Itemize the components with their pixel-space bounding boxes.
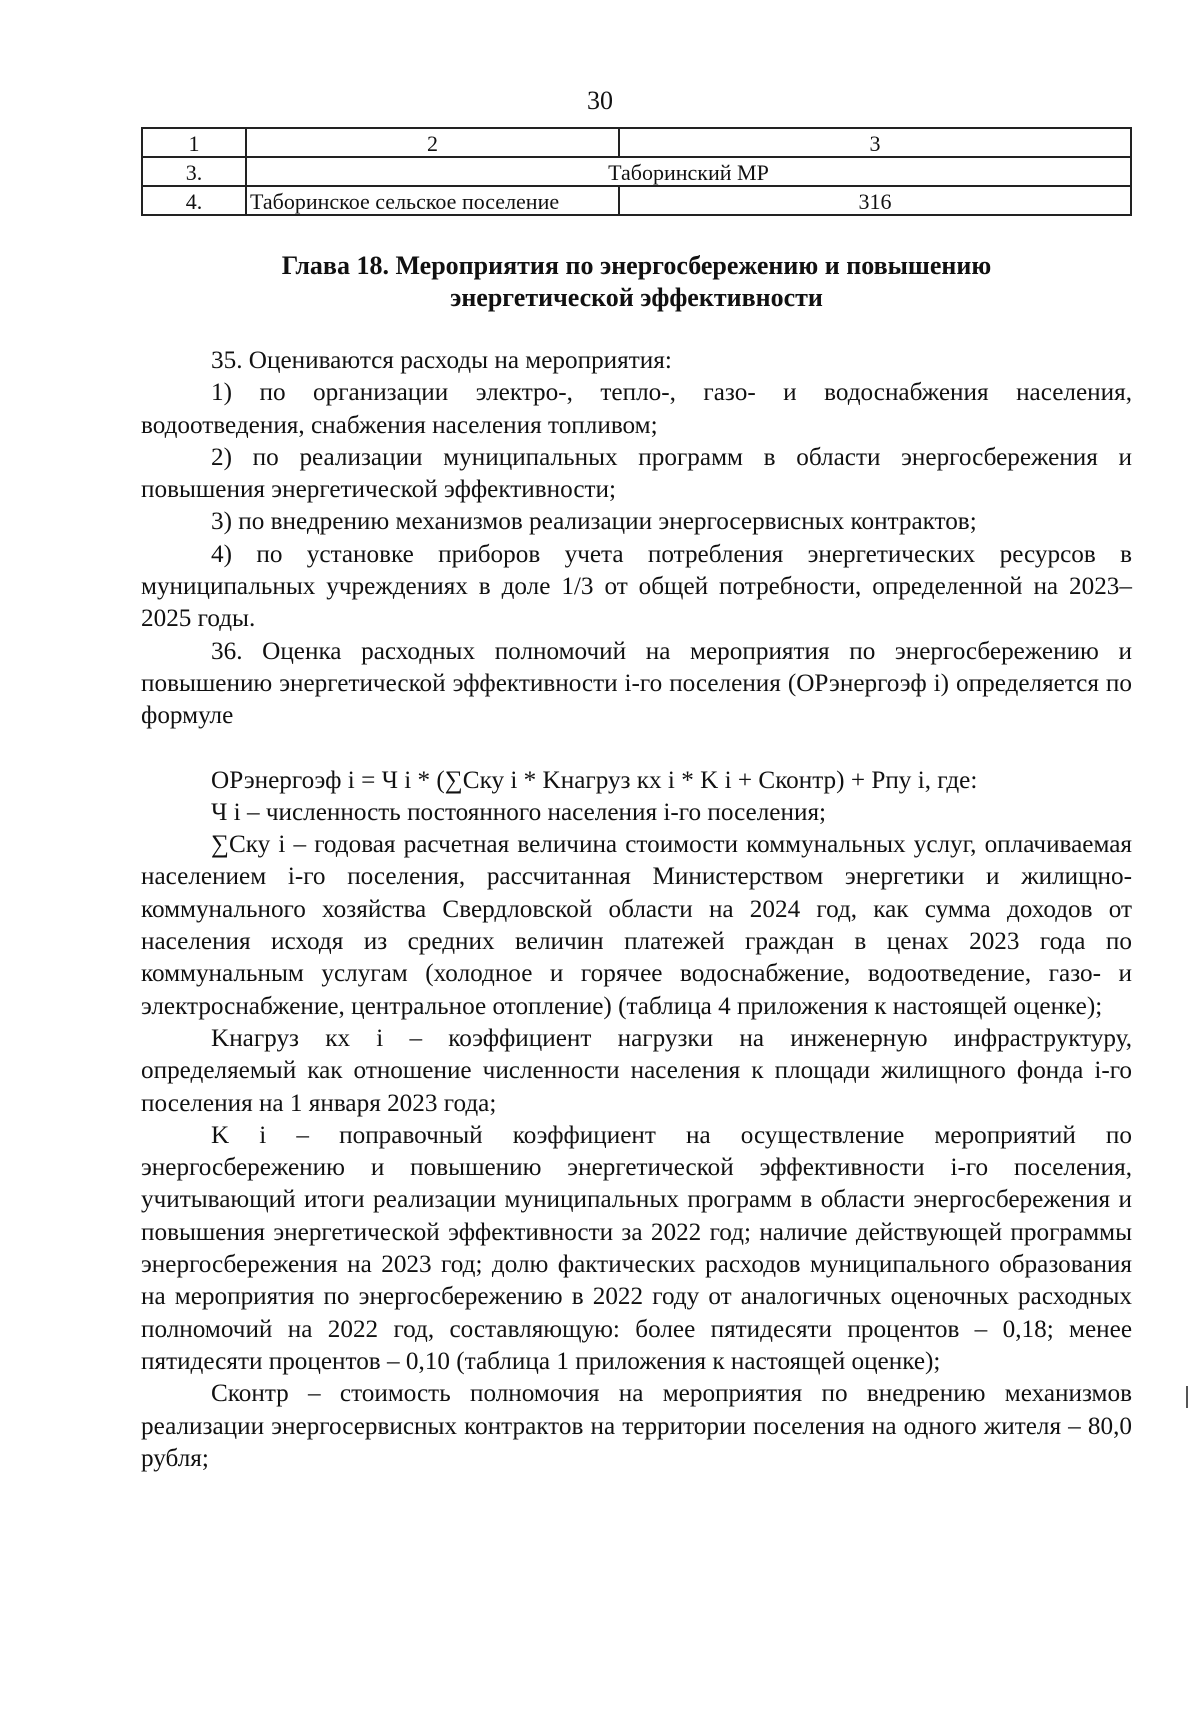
paragraph: 3) по внедрению механизмов реализации энергосервисных контрактов; bbox=[211, 508, 977, 536]
scan-margin-mark bbox=[1186, 1386, 1188, 1408]
definition-paragraph: Kнагруз кх i – коэффициент нагрузки на инженерную инфраструктуру, определяемый как отношение численности населения к площади жилищного фонда i-го поселения на 1 января 2023 года; bbox=[141, 1024, 1132, 1117]
page-number: 30 bbox=[587, 86, 613, 115]
region-name: Таборинский МР bbox=[246, 157, 1131, 186]
table-header-cell: 1 bbox=[142, 128, 246, 157]
chapter-heading bbox=[141, 250, 1132, 314]
settlement-table bbox=[141, 127, 1132, 216]
chapter-title-line: Глава 18. Мероприятия по энергосбережению и повышению bbox=[281, 251, 992, 280]
paragraph: 2) по реализации муниципальных программ в области энергосбережения и повышения энергетической эффективности; bbox=[141, 443, 1132, 504]
table-row bbox=[142, 157, 1131, 186]
definition-paragraph: ∑Cку i – годовая расчетная величина стоимости коммунальных услуг, оплачиваемая населением i-го поселения, рассчитанная Министерством энергетики и жилищно-коммунального хозяйства Свердловской области на 2024 год, как сумма доходов от населения исходя из средних величин платежей граждан в ценах 2023 года по коммунальным услугам (холодное и горячее водоснабжение, водоотведение, газо- и электроснабжение, центральное отопление) (таблица 4 приложения к настоящей оценке); bbox=[141, 831, 1132, 1020]
table-header-row bbox=[142, 128, 1131, 157]
document-body bbox=[141, 345, 1132, 1475]
definition-paragraph: Cконтр – стоимость полномочия на мероприятия по внедрению механизмов реализации энергосервисных контрактов на территории поселения на одного жителя – 80,0 рубля; bbox=[141, 1380, 1132, 1472]
row-number: 4. bbox=[142, 186, 246, 215]
table-header-cell: 2 bbox=[246, 128, 619, 157]
paragraph: 35. Оцениваются расходы на мероприятия: bbox=[211, 347, 672, 374]
settlement-name: Таборинское сельское поселение bbox=[246, 186, 619, 215]
paragraph: 4) по установке приборов учета потребления энергетических ресурсов в муниципальных учреждениях в доле 1/3 от общей потребности, определенной на 2023–2025 годы. bbox=[141, 540, 1132, 633]
table-row bbox=[142, 186, 1131, 215]
definition-paragraph: K i – поправочный коэффициент на осуществление мероприятий по энергосбережению и повышению энергетической эффективности i-го поселения, учитывающий итоги реализации муниципальных программ в области энергосбережения и повышения энергетической эффективности за 2022 год; наличие действующей программы энергосбережения на 2023 год; долю фактических расходов муниципального образования на мероприятия по энергосбережению в 2022 году от аналогичных оценочных расходных полномочий на 2022 год, составляющую: более пятидесяти процентов – 0,18; менее пятидесяти процентов – 0,10 (таблица 1 приложения к настоящей оценке); bbox=[141, 1121, 1132, 1375]
formula: ОРэнергоэф i = Ч i * (∑Cку i * Kнагруз кх i * K i + Cконтр) + Рпу i, где: bbox=[211, 766, 978, 794]
chapter-title-line: энергетической эффективности bbox=[450, 283, 823, 312]
table-header-cell: 3 bbox=[619, 128, 1131, 157]
paragraph: 1) по организации электро-, тепло-, газо- и водоснабжения населения, водоотведения, снабжения населения топливом; bbox=[141, 379, 1132, 439]
settlement-value: 316 bbox=[619, 186, 1131, 215]
definition-paragraph: Ч i – численность постоянного населения i-го поселения; bbox=[211, 798, 827, 826]
paragraph: 36. Оценка расходных полномочий на мероприятия по энергосбережению и повышению энергетической эффективности i-го поселения (ОРэнергоэф i) определяется по формуле bbox=[141, 637, 1132, 730]
row-number: 3. bbox=[142, 157, 246, 186]
